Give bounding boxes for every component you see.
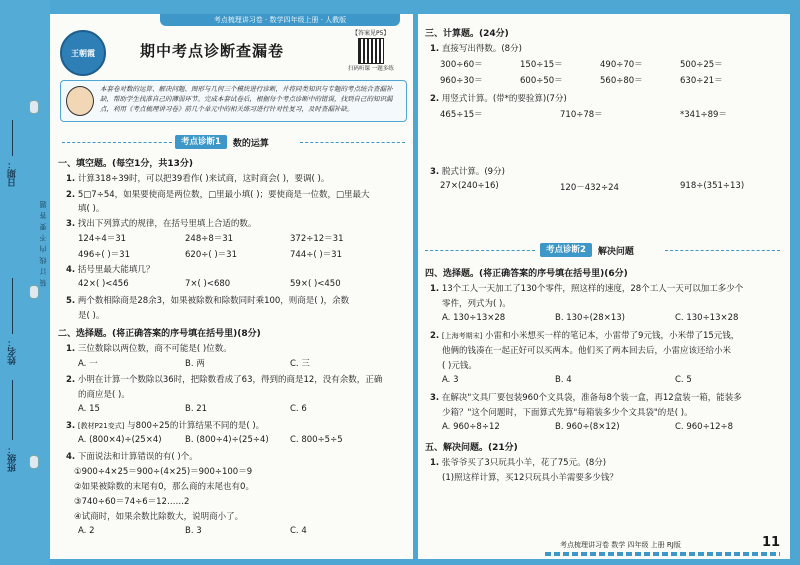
binding-note: 装 订 线 内 不 要 答 题 <box>39 200 47 287</box>
question-cont: 零件，列式为( )。 <box>442 299 511 309</box>
question-cont: (1)照这样计算，买12只玩具小羊需要多少钱？ <box>442 473 618 483</box>
option: B. 130÷(28×13) <box>555 313 625 323</box>
part2-heading: 二、选择题。(将正确答案的序号填在括号里)(8分) <box>58 329 261 339</box>
header-band: 考点梳理讲习卷 · 数学四年级上册 · 人教版 <box>160 14 400 26</box>
expression: 42×( )<456 <box>78 279 129 289</box>
statement: ②如果被除数的末尾有0，那么商的末尾也有0。 <box>74 482 254 492</box>
statement: ③740÷60＝74÷6＝12……2 <box>74 497 190 507</box>
option: C. 800÷5÷5 <box>290 435 343 445</box>
qr-code-icon[interactable] <box>358 38 384 64</box>
qr-caption: 扫码听课 一题多练 <box>348 66 394 72</box>
option: C. 130÷13×28 <box>675 313 739 323</box>
part3-heading: 三、计算题。(24分) <box>425 29 509 39</box>
expression: 744÷( )＝31 <box>290 250 342 260</box>
section-divider <box>425 250 535 252</box>
expression: 300÷60＝ <box>440 60 483 70</box>
expression: 960÷30＝ <box>440 76 483 86</box>
expression: 7×( )<680 <box>185 279 231 289</box>
expression: 490÷70＝ <box>600 60 643 70</box>
expression: 27×(240÷16) <box>440 181 499 191</box>
expression: 59×( )<450 <box>290 279 341 289</box>
brand-logo: 王朝霞 <box>60 30 106 76</box>
expression: 620÷( )＝31 <box>185 250 237 260</box>
question: 3. [教材P21变式] 与800÷25的计算结果不同的是( )。 <box>66 421 265 431</box>
option: C. 三 <box>290 359 310 369</box>
option: C. 5 <box>675 375 692 385</box>
name-line <box>12 278 13 334</box>
teacher-avatar-icon <box>66 86 94 116</box>
question: 5. 两个数相除商是28余3，如果被除数和除数同时乘100，则商是( )，余数 <box>66 296 350 306</box>
question: 2. 用竖式计算。(带*的要验算)(7分) <box>430 94 567 104</box>
statement: ④试商时，如果余数比除数大，说明商小了。 <box>74 512 244 522</box>
expression: 918÷(351÷13) <box>680 181 745 191</box>
question: 3. 找出下列算式的规律，在括号里填上合适的数。 <box>66 219 257 229</box>
binding-hole <box>29 455 39 469</box>
footer-bar <box>545 552 780 556</box>
statement: ①900÷4×25＝900÷(4×25)＝900÷100＝9 <box>74 467 253 477</box>
expression: 600÷50＝ <box>520 76 563 86</box>
answer-note: 【答案见P5】 <box>352 30 390 37</box>
section-divider <box>62 142 172 144</box>
binding-strip <box>0 0 50 565</box>
section-1-header <box>175 135 269 149</box>
expression: 560÷80＝ <box>600 76 643 86</box>
expression: 248÷8＝31 <box>185 234 234 244</box>
question-cont: 他俩的钱凑在一起正好可以买两本。他们买了两本回去后，小雷应该还给小米 <box>442 346 732 356</box>
section-1-tag: 考点诊断1 <box>175 135 227 149</box>
part1-heading: 一、填空题。(每空1分，共13分) <box>58 159 194 169</box>
expression: 124÷4＝31 <box>78 234 127 244</box>
question: 2. 小明在计算一个数除以36时，把除数看成了63，得到的商是12，没有余数，正确 <box>66 375 383 385</box>
expression: 630÷21＝ <box>680 76 723 86</box>
question: 1. 张爷爷买了3只玩具小羊，花了75元。(8分) <box>430 458 607 468</box>
expression: 465÷15＝ <box>440 110 483 120</box>
option: C. 960÷12÷8 <box>675 422 734 432</box>
section-divider <box>300 142 405 144</box>
binding-hole <box>29 100 39 114</box>
expression: 496÷( )＝31 <box>78 250 130 260</box>
option: B. 3 <box>185 526 202 536</box>
option: C. 6 <box>290 404 307 414</box>
question: 1. 三位数除以两位数，商不可能是( )位数。 <box>66 344 232 354</box>
option: A. 960÷8÷12 <box>442 422 500 432</box>
expression: 710÷78＝ <box>560 110 603 120</box>
section-1-title: 数的运算 <box>232 138 269 149</box>
section-divider <box>665 250 780 252</box>
question: 1. 计算318÷39时，可以把39看作( )来试商，这时商会( )，要调( )。 <box>66 174 330 184</box>
expression: 500÷25＝ <box>680 60 723 70</box>
option: B. 21 <box>185 404 208 414</box>
part5-heading: 五、解决问题。(21分) <box>425 443 518 453</box>
expression: 120－432÷24 <box>560 183 619 193</box>
question-cont: 少箱？"这个问题时，下面算式先算"每箱装多少个文具袋"的是( )。 <box>442 408 693 418</box>
page-number: 11 <box>762 535 781 550</box>
question-cont: 填( )。 <box>78 204 105 214</box>
question: 4. 括号里最大能填几？ <box>66 265 155 275</box>
option: C. 4 <box>290 526 307 536</box>
name-label: 姓名： <box>8 338 18 365</box>
option: A. (800×4)÷(25×4) <box>78 435 162 445</box>
question: 1. 13个工人一天加工了130个零件，照这样的速度，28个工人一天可以加工多少个 <box>430 284 744 294</box>
question-cont: 的商应是( )。 <box>78 390 130 400</box>
class-line <box>12 380 13 440</box>
date-label: 日期： <box>8 160 18 187</box>
expression: *341÷89＝ <box>680 110 727 120</box>
question: 1. 直接写出得数。(8分) <box>430 44 522 54</box>
date-line <box>12 120 13 156</box>
intro-text: 本套卷对数的运算、解决问题、图形与几何三个模块进行诊断，并将同类知识与专题的考点统合查漏补缺，帮助学生找准自己的薄弱环节。完成本套试卷后，根据每个考点诊断中的错误，找到自己的知识漏点，利用《考点梳理讲习卷》前几个单元中的相关练习进行针对性复习，及时查漏补缺。 <box>100 85 393 113</box>
option: A. 3 <box>442 375 459 385</box>
question-cont: ( )元钱。 <box>442 361 477 371</box>
question: 2. 5□7÷54，如果要使商是两位数，□里最小填( )；要使商是一位数，□里最大 <box>66 190 370 200</box>
option: A. 一 <box>78 359 98 369</box>
section-2-title: 解决问题 <box>597 246 634 257</box>
question-cont: 是( )。 <box>78 311 105 321</box>
question: 2. [上海考期末] 小雷和小米想买一样的笔记本，小雷带了9元钱，小米带了15元钱， <box>430 331 740 341</box>
part4-heading: 四、选择题。(将正确答案的序号填在括号里)(6分) <box>425 269 628 279</box>
footer-text: 考点梳理讲习卷 数学 四年级 上册 RJ版 <box>560 541 681 549</box>
option: A. 2 <box>78 526 95 536</box>
question: 3. 在解决"文具厂要包装960个文具袋，准备每8个装一盒，再12盒装一箱，能装多 <box>430 393 742 403</box>
question: 3. 脱式计算。(9分) <box>430 167 505 177</box>
expression: 150÷15＝ <box>520 60 563 70</box>
option: B. 4 <box>555 375 572 385</box>
page-title: 期中考点诊断查漏卷 <box>140 42 285 60</box>
question: 4. 下面说法和计算错误的有( )个。 <box>66 452 198 462</box>
class-label: 班级： <box>8 445 18 472</box>
section-2-header <box>540 243 634 257</box>
option: B. 两 <box>185 359 205 369</box>
expression: 372÷12＝31 <box>290 234 344 244</box>
option: B. 960÷(8×12) <box>555 422 620 432</box>
option: B. (800÷4)÷(25÷4) <box>185 435 269 445</box>
option: A. 15 <box>78 404 100 414</box>
section-2-tag: 考点诊断2 <box>540 243 592 257</box>
binding-hole <box>29 285 39 299</box>
option: A. 130÷13×28 <box>442 313 506 323</box>
